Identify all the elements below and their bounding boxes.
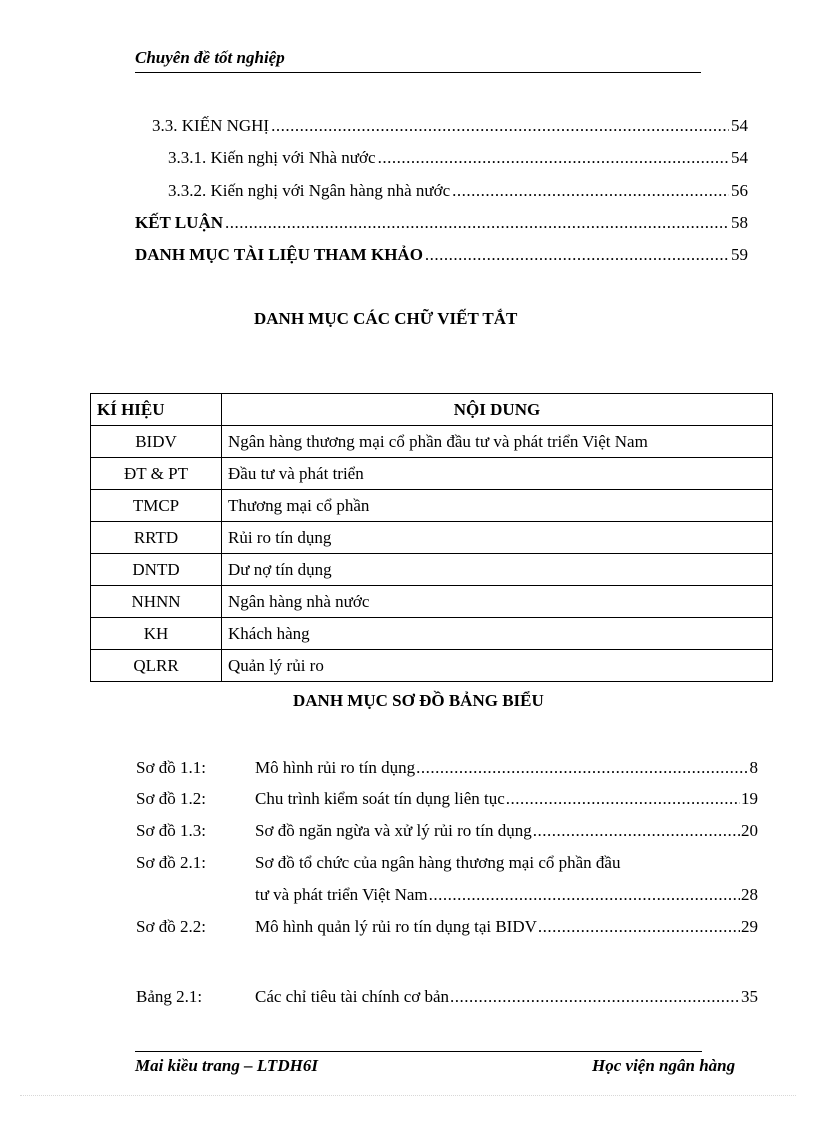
table-row <box>91 458 773 490</box>
figure-entry[interactable] <box>136 853 758 873</box>
figure-text: Sơ đồ tổ chức của ngân hàng thương mại cổ phần đầu <box>255 853 621 872</box>
figure-text: Các chỉ tiêu tài chính cơ bản <box>255 987 450 1006</box>
figure-label: Sơ đồ 1.3: <box>136 821 206 840</box>
figure-page: 28 <box>741 885 758 904</box>
figure-entry[interactable] <box>136 917 758 937</box>
figure-entry[interactable] <box>136 789 758 809</box>
leader-dots <box>533 821 740 841</box>
abbr-symbol: DNTD <box>91 554 222 586</box>
figure-page: 29 <box>741 917 758 936</box>
table-row <box>91 586 773 618</box>
toc-entry-page: 59 <box>731 245 748 264</box>
figure-text: Mô hình rủi ro tín dụng <box>255 758 416 777</box>
abbr-symbol: TMCP <box>91 490 222 522</box>
figure-page: 8 <box>749 758 758 777</box>
abbr-meaning: Ngân hàng thương mại cổ phần đầu tư và phát triển Việt Nam <box>222 426 773 458</box>
toc-entry-page: 56 <box>731 181 748 200</box>
toc-entry-label: DANH MỤC TÀI LIỆU THAM KHẢO <box>135 245 423 264</box>
figure-label: Sơ đồ 1.1: <box>136 758 206 777</box>
page-header: Chuyên đề tốt nghiệp <box>135 48 701 73</box>
table-header-row <box>91 394 773 426</box>
abbreviations-table <box>90 393 773 682</box>
leader-dots <box>429 885 740 905</box>
leader-dots <box>225 213 729 233</box>
footer-author: Mai kiều trang – LTDH6I <box>135 1056 318 1075</box>
figure-entry[interactable] <box>136 987 758 1007</box>
figure-page: 35 <box>741 987 758 1006</box>
figure-label: Bảng 2.1: <box>136 987 203 1006</box>
figure-entry-continuation[interactable] <box>136 885 758 905</box>
table-row <box>91 490 773 522</box>
abbr-symbol: QLRR <box>91 650 222 682</box>
table-row <box>91 650 773 682</box>
toc-entry[interactable] <box>135 213 748 233</box>
abbr-symbol: KH <box>91 618 222 650</box>
figure-label: Sơ đồ 1.2: <box>136 789 206 808</box>
toc-entry-page: 54 <box>731 116 748 135</box>
abbr-meaning: Ngân hàng nhà nước <box>222 586 773 618</box>
leader-dots <box>378 148 729 168</box>
toc-entry[interactable] <box>168 148 748 168</box>
footer-divider <box>135 1051 702 1052</box>
abbr-meaning: Quản lý rủi ro <box>222 650 773 682</box>
leader-dots <box>506 789 740 809</box>
figure-label: Sơ đồ 2.2: <box>136 917 206 936</box>
table-row <box>91 522 773 554</box>
abbr-symbol: BIDV <box>91 426 222 458</box>
abbr-meaning: Đầu tư và phát triển <box>222 458 773 490</box>
abbr-symbol: RRTD <box>91 522 222 554</box>
footer-institution: Học viện ngân hàng <box>592 1056 736 1075</box>
abbr-meaning: Dư nợ tín dụng <box>222 554 773 586</box>
figure-label: Sơ đồ 2.1: <box>136 853 206 872</box>
abbreviations-title: DANH MỤC CÁC CHỮ VIẾT TẮT <box>254 309 518 328</box>
toc-entry-label: 3.3.1. Kiến nghị với Nhà nước <box>168 148 376 167</box>
toc-entry-page: 58 <box>731 213 748 232</box>
abbr-symbol: NHNN <box>91 586 222 618</box>
column-header-content: NỘI DUNG <box>222 394 773 426</box>
leader-dots <box>450 987 740 1007</box>
toc-entry-page: 54 <box>731 148 748 167</box>
toc-entry[interactable] <box>152 116 748 136</box>
table-row <box>91 426 773 458</box>
figure-entry[interactable] <box>136 821 758 841</box>
leader-dots <box>538 917 740 937</box>
table-row <box>91 618 773 650</box>
toc-entry-label: KẾT LUẬN <box>135 213 224 232</box>
figure-page: 20 <box>741 821 758 840</box>
toc-entry-label: 3.3. KIẾN NGHỊ <box>152 116 270 135</box>
toc-entry[interactable] <box>135 245 748 265</box>
leader-dots <box>271 116 729 136</box>
table-row <box>91 554 773 586</box>
abbr-meaning: Khách hàng <box>222 618 773 650</box>
toc-entry[interactable] <box>168 181 748 201</box>
leader-dots <box>452 181 729 201</box>
figure-page: 19 <box>741 789 758 808</box>
figure-text: Chu trình kiểm soát tín dụng liên tục <box>255 789 505 808</box>
abbr-meaning: Rủi ro tín dụng <box>222 522 773 554</box>
abbr-meaning: Thương mại cổ phần <box>222 490 773 522</box>
figure-text: tư và phát triển Việt Nam <box>255 885 428 904</box>
figure-text: Sơ đồ ngăn ngừa và xử lý rủi ro tín dụng <box>255 821 532 840</box>
figure-text: Mô hình quản lý rủi ro tín dụng tại BIDV <box>255 917 537 936</box>
abbr-symbol: ĐT & PT <box>91 458 222 490</box>
leader-dots <box>416 758 748 778</box>
figure-entry[interactable] <box>136 758 758 778</box>
page-boundary <box>20 1095 796 1096</box>
toc-entry-label: 3.3.2. Kiến nghị với Ngân hàng nhà nước <box>168 181 451 200</box>
leader-dots <box>425 245 729 265</box>
figures-title: DANH MỤC SƠ ĐỒ BẢNG BIỂU <box>293 691 544 710</box>
column-header-symbol: KÍ HIỆU <box>91 394 222 426</box>
